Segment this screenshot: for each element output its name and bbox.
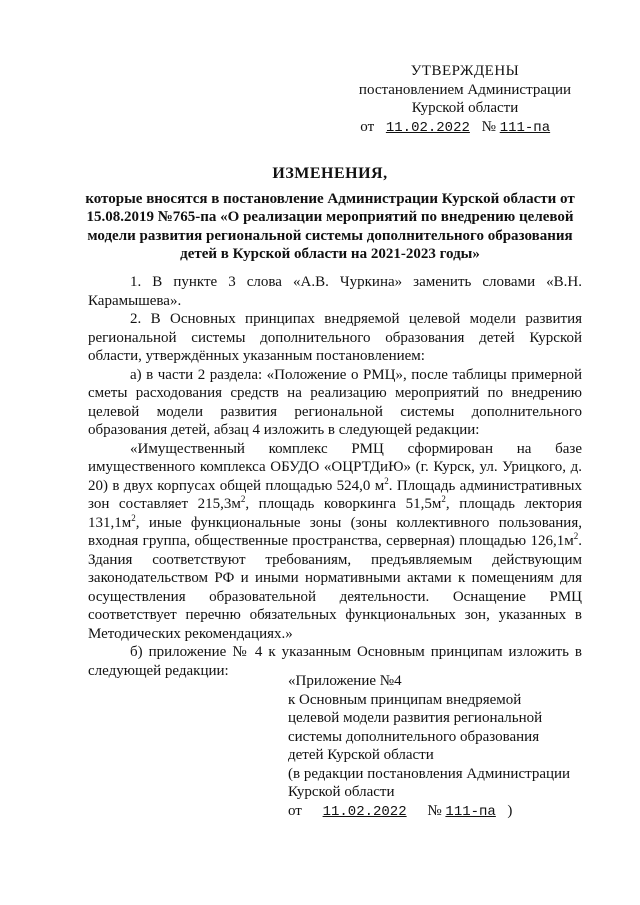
approval-date-line: [340, 118, 590, 138]
appendix-line-2: к Основным принципам внедряемой: [288, 691, 522, 708]
appendix-line-6: (в редакции постановления Администрации: [288, 765, 571, 782]
paragraph-4-part-b: . Площадь административных зон составляет 215,3м: [88, 477, 582, 512]
superscript-1: 2: [384, 475, 389, 486]
appendix-line-7: Курской области: [288, 784, 395, 800]
paragraph-4-part-a: «Имущественный комплекс РМЦ сформирован на базе имущественного комплекса ОБУДО «ОЦРТДиЮ» (г. Курск, ул. Урицкого, д. 20) в двух корпусах общей площадью 524,0 м: [88, 440, 582, 494]
heading-subtitle: которые вносятся в постановление Администрации Курской области от 15.08.2019 №765-па «О реализации мероприятий по внедрению целевой модели развития региональной системы дополнительного образования детей в Курской области на 2021-2023 годы»: [85, 190, 575, 262]
approval-number-label: №: [481, 118, 496, 135]
approval-from-label: от: [360, 118, 375, 135]
paragraph-4-part-e: , иные функциональные зоны (зоны коллективного пользования, входная группа, общественные пространства, серверная) площадью 126,1м: [88, 514, 582, 549]
appendix-from-label: от: [288, 802, 302, 819]
appendix-date-line: [288, 802, 588, 822]
superscript-4: 2: [131, 512, 136, 523]
paragraph-4-part-c: , площадь коворкинга 51,5м: [245, 496, 442, 512]
document-heading: [80, 165, 580, 264]
approval-number: 111-па: [499, 119, 551, 136]
approval-line-1: постановлением Администрации: [358, 81, 572, 98]
paragraph-2: 2. В Основных принципах внедряемой целевой модели развития региональной системы дополнительного образования детей Курской области, утверждённых указанным постановлением:: [88, 311, 582, 364]
paragraph-3: а) в части 2 раздела: «Положение о РМЦ», после таблицы примерной сметы расходования средств на реализацию мероприятий по внедрению целевой модели развития региональной системы дополнительного образования детей, абзац 4 изложить в следующей редакции:: [88, 366, 582, 438]
appendix-line-4: системы дополнительного образования: [288, 728, 540, 745]
appendix-date: 11.02.2022: [322, 803, 407, 820]
approval-title: УТВЕРЖДЕНЫ: [410, 63, 520, 79]
paragraph-1: 1. В пункте 3 слова «А.В. Чуркина» заменить словами «В.Н. Карамышева».: [88, 274, 582, 309]
document-body: [88, 273, 582, 680]
approval-line-2: Курской области: [411, 100, 519, 116]
appendix-line-1: «Приложение №4: [288, 673, 402, 689]
paragraph-5: б) приложение № 4 к указанным Основным принципам изложить в следующей редакции:: [88, 644, 582, 679]
superscript-5: 2: [573, 531, 579, 541]
approval-block: [340, 62, 590, 137]
appendix-number: 111-па: [445, 803, 496, 820]
heading-title: ИЗМЕНЕНИЯ,: [272, 165, 388, 182]
paragraph-4-part-d: , площадь лектория 131,1м: [88, 496, 582, 531]
superscript-3: 2: [441, 494, 446, 504]
appendix-block: [288, 672, 588, 821]
paragraph-4-part-f: . Здания соответствуют требованиям, предъявляемым действующим законодательством РФ и иными нормативными актами к помещениям для осуществления образовательной деятельности. Оснащение РМЦ соответствует перечню обязательных функциональных зон, указанных в Методических рекомендациях.»: [88, 533, 582, 642]
superscript-2: 2: [240, 494, 246, 504]
appendix-number-label: №: [427, 802, 442, 819]
paragraph-4: [88, 440, 582, 644]
appendix-line-3: целевой модели развития региональной: [288, 710, 543, 726]
appendix-line-5: детей Курской области: [288, 747, 434, 763]
appendix-close-paren: ): [507, 802, 513, 819]
approval-date: 11.02.2022: [385, 119, 470, 136]
